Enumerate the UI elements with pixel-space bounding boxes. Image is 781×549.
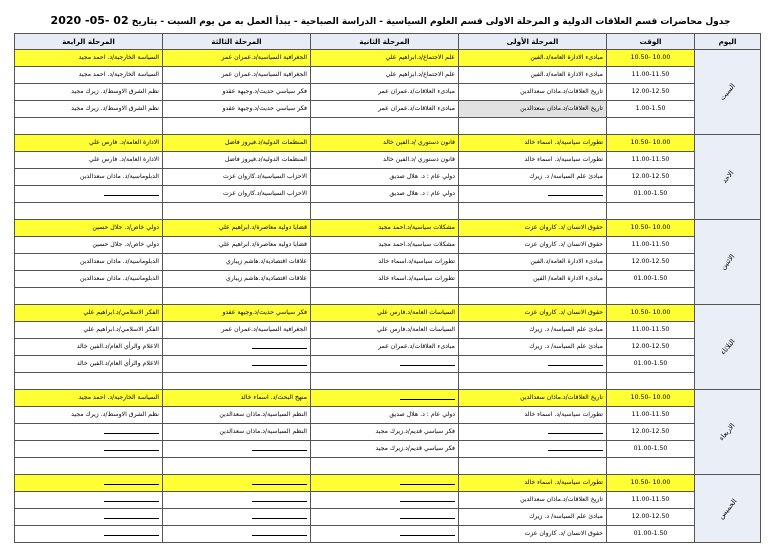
lecture-cell: الاحزاب السياسية/د.كاروان عزت [163, 169, 311, 186]
day-separator [15, 458, 761, 475]
lecture-cell: تطورات سياسية/د.اسماء خالد [311, 271, 459, 288]
empty-slot-line [104, 479, 159, 485]
empty-slot-line [400, 394, 455, 400]
separator-cell [459, 458, 607, 475]
title-text: جدول محاضرات قسم العلاقات الدولية و المرحلة الاولى قسم العلوم السياسية - الدراسة الصباحية - يبدأ العمل به من يوم السبت - بتاريخ [131, 17, 731, 27]
lecture-cell: تطورات سياسية/د.اسماء خالد [311, 254, 459, 271]
time-cell: 01.00-1.50 [607, 356, 695, 373]
lecture-cell: مبادئ علم السياسة/ د. زيرك [459, 322, 607, 339]
lecture-cell [311, 492, 459, 509]
lecture-cell: حقوق الانسان /د. كاروان عزت [459, 237, 607, 254]
day-separator [15, 118, 761, 135]
lecture-cell: المنظمات الدولية/د.فيروز فاضل [163, 135, 311, 152]
separator-cell [15, 288, 163, 305]
empty-slot-line [252, 530, 307, 536]
time-cell: 12.00-12.50 [607, 509, 695, 526]
day-separator [15, 288, 761, 305]
lecture-cell [459, 356, 607, 373]
lecture-cell: علم الاجتماع/د.ابراهيم علي [311, 67, 459, 84]
header-stage-1: المرحلة الأولى [459, 34, 607, 50]
empty-slot-line [548, 360, 603, 366]
table-row [15, 152, 761, 169]
separator-cell [311, 118, 459, 135]
lecture-cell: النظم السياسية/د.ماذان سعدالدين [163, 407, 311, 424]
separator-cell [163, 118, 311, 135]
lecture-cell: مشكلات سياسية/د.احمد مجيد [311, 220, 459, 237]
empty-slot-line [400, 530, 455, 536]
day-separator [15, 203, 761, 220]
time-cell: 11.00-11.50 [607, 322, 695, 339]
lecture-cell: تاريخ العلاقات/د.ماذان سعدالدين [459, 390, 607, 407]
lecture-cell: مبادىء الادارة العامة/د.الفين [459, 50, 607, 67]
separator-cell [459, 203, 607, 220]
header-stage-2: المرحلة الثانية [311, 34, 459, 50]
separator-cell [15, 458, 163, 475]
table-row [15, 271, 761, 288]
day-name: الاربعاء [717, 421, 738, 443]
title-date: 02 -05- 2020 [50, 14, 129, 27]
lecture-cell [15, 441, 163, 458]
time-cell: 01.00-1.50 [607, 526, 695, 543]
table-row [15, 67, 761, 84]
lecture-cell [163, 356, 311, 373]
day-cell [695, 390, 761, 475]
day-name: الخميس [716, 496, 739, 521]
day-name: الاثنين [718, 252, 737, 272]
lecture-cell [163, 492, 311, 509]
lecture-cell: دولي خاص/د. جلال حسين [15, 220, 163, 237]
lecture-cell: دولي عام : د. هلال صديق [311, 169, 459, 186]
time-cell: 10.00 -10.50 [607, 135, 695, 152]
header-stage-4: المرحلة الرابعة [15, 34, 163, 50]
lecture-cell: قضايا دولية معاصرة/د.ابراهيم علي [163, 237, 311, 254]
empty-slot-line [104, 530, 159, 536]
day-cell [695, 220, 761, 305]
header-row [15, 34, 761, 50]
empty-slot-line [104, 190, 159, 196]
lecture-cell: الاعلام والرأي العام/د.الفين خالد [15, 356, 163, 373]
lecture-cell: حقوق الانسان /د. كاروان عزت [459, 526, 607, 543]
lecture-cell [311, 390, 459, 407]
table-row [15, 407, 761, 424]
table-row [15, 84, 761, 101]
lecture-cell [163, 475, 311, 492]
empty-slot-line [104, 513, 159, 519]
empty-slot-line [252, 496, 307, 502]
day-name: الاحد [719, 169, 736, 185]
lecture-cell [311, 509, 459, 526]
empty-slot-line [548, 190, 603, 196]
header-day: اليوم [695, 34, 761, 50]
lecture-cell: دولي خاص/د. جلال حسين [15, 237, 163, 254]
lecture-cell: الدبلوماسية/د. ماذان سعدالدين [15, 254, 163, 271]
lecture-cell [15, 424, 163, 441]
lecture-cell: الجغرافية السياسية/د.عمران عمر [163, 50, 311, 67]
lecture-cell: حقوق الانسان /د. كاروان عزت [459, 305, 607, 322]
empty-slot-line [252, 479, 307, 485]
lecture-cell: علم الاجتماع/د.ابراهيم علي [311, 50, 459, 67]
empty-slot-line [252, 360, 307, 366]
table-row [15, 135, 761, 152]
lecture-cell: تاريخ العلاقات/د.ماذان سعدالدين [459, 101, 607, 118]
day-cell [695, 475, 761, 543]
lecture-cell [311, 356, 459, 373]
empty-slot-line [400, 513, 455, 519]
lecture-cell [459, 424, 607, 441]
lecture-cell: قانون دستوري /د.الفين خالد [311, 152, 459, 169]
time-cell: 12.00-12.50 [607, 254, 695, 271]
separator-cell [15, 373, 163, 390]
time-cell: 10.00 -10.50 [607, 50, 695, 67]
time-cell: 10.00 -10.50 [607, 305, 695, 322]
table-row [15, 424, 761, 441]
lecture-cell [15, 526, 163, 543]
lecture-cell: الجغرافية السياسية/د.عمران عمر [163, 67, 311, 84]
table-row [15, 237, 761, 254]
day-cell [695, 305, 761, 390]
lecture-cell [311, 475, 459, 492]
lecture-cell: الفكر الاسلامي/د.ابراهيم علي [15, 305, 163, 322]
lecture-cell: قانون دستوري /د.الفين خالد [311, 135, 459, 152]
lecture-cell: السياسة الخارجية/د. احمد مجيد [15, 390, 163, 407]
separator-cell [163, 203, 311, 220]
day-separator [15, 373, 761, 390]
separator-cell [459, 288, 607, 305]
lecture-cell: الجغرافية السياسية/د.عمران عمر [163, 322, 311, 339]
lecture-cell [15, 186, 163, 203]
empty-slot-line [400, 360, 455, 366]
time-cell: 01.00-1.50 [607, 271, 695, 288]
day-cell [695, 135, 761, 220]
time-cell: 12.00-12.50 [607, 84, 695, 101]
lecture-cell: الفكر الاسلامي/د.ابراهيم علي [15, 322, 163, 339]
separator-cell [607, 373, 695, 390]
separator-cell [607, 203, 695, 220]
separator-cell [459, 373, 607, 390]
lecture-cell: مبادىء الادارة العامة/د.الفين [459, 254, 607, 271]
separator-cell [607, 458, 695, 475]
time-cell: 12.00-12.50 [607, 169, 695, 186]
lecture-cell: فكر سياسي قديم/د.زيرك مجيد [311, 441, 459, 458]
time-cell: 11.00-11.50 [607, 407, 695, 424]
time-cell: 11.00-11.50 [607, 492, 695, 509]
lecture-cell [163, 339, 311, 356]
separator-cell [163, 373, 311, 390]
lecture-cell: السياسة الخارجية/د. احمد مجيد [15, 67, 163, 84]
lecture-cell: حقوق الانسان /د. كاروان عزت [459, 220, 607, 237]
lecture-cell: مبادئ علم السياسة/ د. زيرك [459, 169, 607, 186]
table-row [15, 526, 761, 543]
header-time: الوقت [607, 34, 695, 50]
lecture-cell: الادارة العامة/د. فارس علي [15, 152, 163, 169]
table-row [15, 492, 761, 509]
lecture-cell: قضايا دولية معاصرة/د.ابراهيم علي [163, 220, 311, 237]
empty-slot-line [400, 479, 455, 485]
lecture-cell: فكر سياسي حديث/د.وجيهة عقدو [163, 84, 311, 101]
lecture-cell: فكر سياسي حديث/د.وجيهة عقدو [163, 101, 311, 118]
table-row [15, 254, 761, 271]
lecture-cell: تطورات سياسية/د. اسماء خالد [459, 135, 607, 152]
empty-slot-line [252, 445, 307, 451]
empty-slot-line [548, 445, 603, 451]
empty-slot-line [548, 428, 603, 434]
empty-slot-line [252, 513, 307, 519]
lecture-cell [163, 441, 311, 458]
lecture-cell: علاقات اقتصادية/د.هاشم زيباري [163, 271, 311, 288]
empty-slot-line [104, 496, 159, 502]
table-row [15, 169, 761, 186]
lecture-cell: مبادىء الادارة العامة/ الفين [459, 271, 607, 288]
table-row [15, 509, 761, 526]
lecture-cell: تاريخ العلاقات/د.ماذان سعدالدين [459, 492, 607, 509]
time-cell: 11.00-11.50 [607, 237, 695, 254]
lecture-cell: مبادىء العلاقات/د.عمران عمر [311, 339, 459, 356]
time-cell: 01.00-1.50 [607, 186, 695, 203]
time-cell: 10.00 -10.50 [607, 390, 695, 407]
separator-cell [163, 288, 311, 305]
lecture-cell [459, 186, 607, 203]
lecture-cell [311, 526, 459, 543]
empty-slot-line [104, 445, 159, 451]
separator-cell [607, 118, 695, 135]
header-stage-3: المرحلة الثالثة [163, 34, 311, 50]
separator-cell [15, 118, 163, 135]
schedule-table [14, 33, 761, 543]
lecture-cell: مبادئ علم السياسة/ د. زيرك [459, 509, 607, 526]
lecture-cell: الادارة العامة/د. فارس علي [15, 135, 163, 152]
table-row [15, 186, 761, 203]
lecture-cell: دولي عام : د. هلال صديق [311, 407, 459, 424]
time-cell: 11.00-11.50 [607, 152, 695, 169]
lecture-cell: مبادىء الادارة العامة/د.الفين [459, 67, 607, 84]
lecture-cell: تطورات سياسية/د. اسماء خالد [459, 152, 607, 169]
lecture-cell: تاريخ العلاقات/د.ماذان سعدالدين [459, 84, 607, 101]
table-row [15, 220, 761, 237]
lecture-cell: علاقات اقتصادية/د.هاشم زيباري [163, 254, 311, 271]
time-cell: 1.00-1.50 [607, 101, 695, 118]
time-cell: 01.00-1.50 [607, 441, 695, 458]
table-row [15, 101, 761, 118]
table-row [15, 356, 761, 373]
lecture-cell: الاعلام والرأي العام/د.الفين خالد [15, 339, 163, 356]
time-cell: 11.00-11.50 [607, 67, 695, 84]
lecture-cell: النظم السياسية/د.ماذان سعدالدين [163, 424, 311, 441]
table-row [15, 50, 761, 67]
lecture-cell [459, 441, 607, 458]
table-row [15, 390, 761, 407]
table-row [15, 305, 761, 322]
lecture-cell: دولي عام : د. هلال صديق [311, 186, 459, 203]
lecture-cell: فكر سياسي قديم/د.زيرك مجيد [311, 424, 459, 441]
lecture-cell: تطورات سياسية/د. اسماء خالد [459, 407, 607, 424]
day-cell [695, 50, 761, 135]
time-cell: 12.00-12.50 [607, 339, 695, 356]
time-cell: 10.00 -10.50 [607, 475, 695, 492]
separator-cell [607, 288, 695, 305]
lecture-cell: نظم الشرق الاوسط/د. زيرك مجيد [15, 84, 163, 101]
separator-cell [311, 288, 459, 305]
separator-cell [311, 373, 459, 390]
empty-slot-line [400, 496, 455, 502]
table-row [15, 339, 761, 356]
lecture-cell: مبادىء العلاقات/د.عمران عمر [311, 101, 459, 118]
lecture-cell: الدبلوماسية/د. ماذان سعدالدين [15, 271, 163, 288]
lecture-cell [163, 509, 311, 526]
lecture-cell [15, 509, 163, 526]
schedule-body [15, 50, 761, 543]
page-title [0, 14, 781, 27]
empty-slot-line [104, 428, 159, 434]
table-row [15, 441, 761, 458]
lecture-cell: المنظمات الدولية/د.فيروز فاضل [163, 152, 311, 169]
lecture-cell: مبادىء العلاقات/د.عمران عمر [311, 84, 459, 101]
lecture-cell: الدبلوماسية/د. ماذان سعدالدين [15, 169, 163, 186]
lecture-cell: تطورات سياسية/د. اسماء خالد [459, 475, 607, 492]
lecture-cell [15, 475, 163, 492]
lecture-cell: نظم الشرق الاوسط/د. زيرك مجيد [15, 407, 163, 424]
separator-cell [459, 118, 607, 135]
lecture-cell: فكر سياسي حديث/د.وجيهة عقدو [163, 305, 311, 322]
day-name: الثلاثاء [718, 337, 737, 357]
lecture-cell: الاحزاب السياسية/د.كاروان عزت [163, 186, 311, 203]
lecture-cell [15, 492, 163, 509]
lecture-cell [163, 526, 311, 543]
lecture-cell: نظم الشرق الاوسط/د. زيرك مجيد [15, 101, 163, 118]
time-cell: 12.00-12.50 [607, 424, 695, 441]
lecture-cell: مشكلات سياسية/د.احمد مجيد [311, 237, 459, 254]
separator-cell [163, 458, 311, 475]
lecture-cell: السياسات العامة/د.فارس علي [311, 322, 459, 339]
lecture-cell: منهج البحث/د. اسماء خالد [163, 390, 311, 407]
lecture-cell: السياسة الخارجية/د. احمد مجيد [15, 50, 163, 67]
day-name: السبت [718, 82, 737, 102]
separator-cell [311, 203, 459, 220]
table-row [15, 322, 761, 339]
lecture-cell: مبادئ علم السياسة/ د. زيرك [459, 339, 607, 356]
time-cell: 10.00 -10.50 [607, 220, 695, 237]
table-row [15, 475, 761, 492]
separator-cell [15, 203, 163, 220]
lecture-cell: السياسات العامة/د.فارس علي [311, 305, 459, 322]
separator-cell [311, 458, 459, 475]
empty-slot-line [252, 343, 307, 349]
